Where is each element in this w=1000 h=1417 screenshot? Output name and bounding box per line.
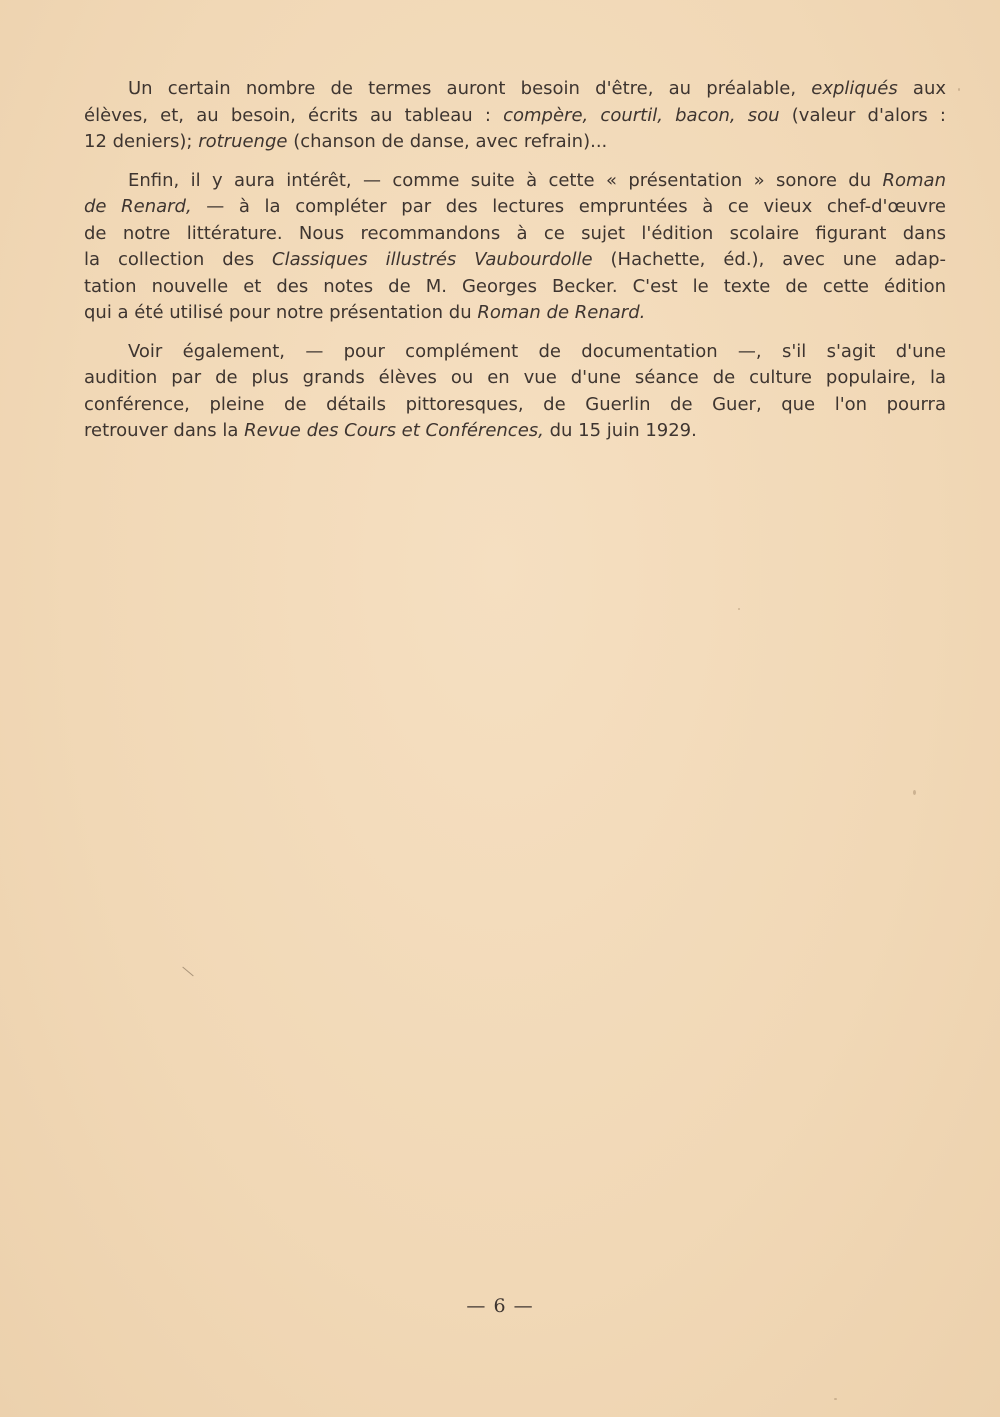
text-line [84, 168, 946, 195]
text-run: audition par de plus grands élèves ou en vue d'une séance de culture populaire, la [84, 367, 946, 388]
text-run: Voir également, — pour complément de documentation —, s'il s'agit d'une [128, 340, 946, 362]
italic-text: Roman [882, 169, 946, 191]
italic-text: expliqués [811, 78, 898, 99]
italic-text: Classiques illustrés Vaubourdolle [272, 249, 593, 270]
paragraph [84, 339, 946, 445]
text-line [84, 300, 946, 327]
text-run: aux [897, 78, 946, 99]
paper-speck [913, 790, 916, 795]
text-line [84, 365, 946, 392]
paragraph [84, 168, 946, 327]
text-run: Enfin, il y aura intérêt, — comme suite à cette « présentation » sonore du [128, 169, 883, 191]
text-line [84, 194, 946, 221]
text-run: conférence, pleine de détails pittoresques, de Guerlin de Guer, que l'on pourra [84, 393, 946, 415]
text-run: du 15 juin 1929. [543, 420, 697, 441]
text-run: (valeur d'alors : [779, 104, 946, 126]
text-run: de notre littérature. Nous recommandons à ce sujet l'édition scolaire figurant dans [84, 222, 946, 244]
text-line [84, 418, 946, 445]
italic-text: Revue des Cours et Conférences, [244, 420, 544, 441]
paper-mark [182, 967, 193, 977]
paper-speck [834, 1398, 837, 1400]
text-run: (chanson de danse, avec refrain)... [287, 131, 608, 152]
paragraph [84, 76, 946, 156]
page-number: — 6 — [466, 1295, 534, 1317]
italic-text: Roman de Renard. [477, 302, 646, 323]
text-run: qui a été utilisé pour notre présentation du [84, 302, 478, 323]
text-line [84, 339, 946, 366]
body-text [84, 76, 946, 457]
text-run: retrouver dans la [84, 420, 245, 441]
text-run: — à la compléter par des lectures empruntées à ce vieux chef-d'œuvre [191, 196, 946, 217]
paper-speck [738, 608, 740, 610]
text-run: 12 deniers); [84, 131, 199, 152]
text-line [84, 247, 946, 274]
italic-text: de Renard, [84, 196, 192, 217]
text-line [84, 129, 946, 156]
text-line [84, 103, 946, 130]
paper-speck [958, 88, 960, 91]
text-run: élèves, et, au besoin, écrits au tableau : [84, 104, 504, 126]
text-run: la collection des [84, 249, 273, 270]
text-line [84, 392, 946, 419]
italic-text: compère, courtil, bacon, sou [503, 104, 780, 126]
text-run: tation nouvelle et des notes de M. Georges Becker. C'est le texte de cette édition [84, 275, 946, 297]
text-run: Un certain nombre de termes auront besoin d'être, au préalable, [128, 78, 812, 99]
italic-text: rotruenge [198, 131, 288, 152]
text-line [84, 221, 946, 248]
text-line [84, 274, 946, 301]
text-run: (Hachette, éd.), avec une adap- [592, 249, 946, 270]
text-line [84, 76, 946, 103]
